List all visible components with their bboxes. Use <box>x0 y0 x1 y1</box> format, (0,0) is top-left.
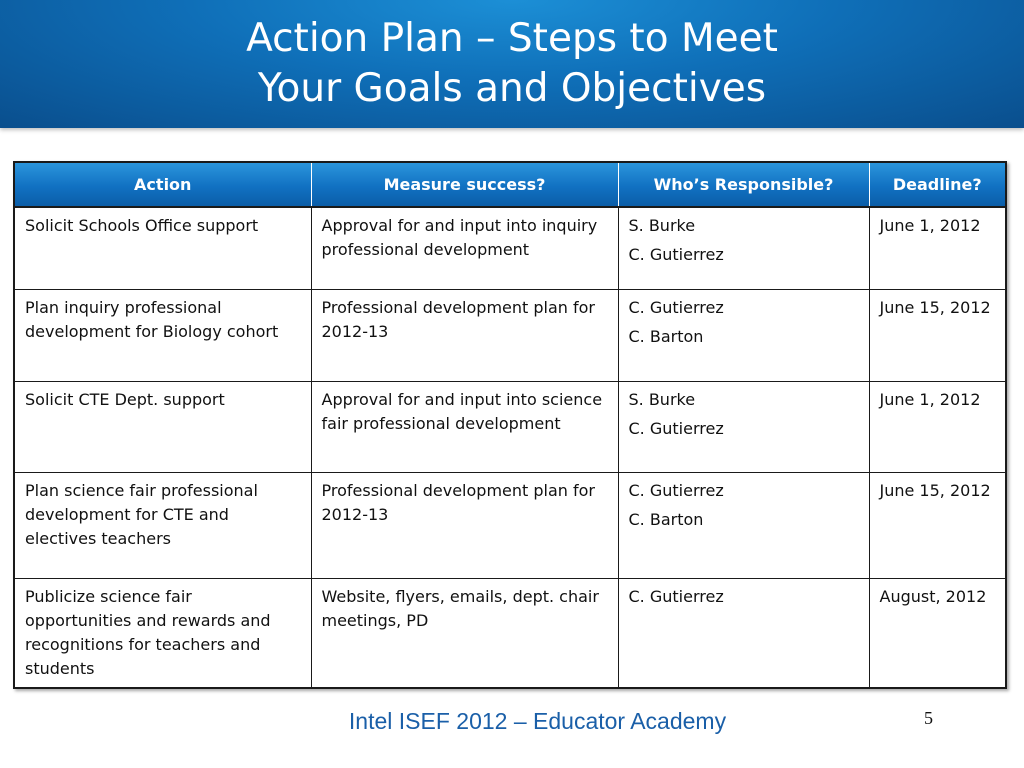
responsible-person: C. Gutierrez <box>628 418 724 438</box>
slide-title <box>0 14 1024 114</box>
responsible-person: S. Burke <box>628 389 696 409</box>
footer-text: Intel ISEF 2012 – Educator Academy <box>348 708 727 734</box>
cell-measure: Approval for and input into inquiry professional development <box>311 207 618 289</box>
cell-measure: Approval for and input into science fair professional development <box>311 381 618 472</box>
responsible-person: C. Gutierrez <box>628 480 724 500</box>
table-row <box>15 381 1005 472</box>
cell-action: Solicit CTE Dept. support <box>15 381 311 472</box>
slide-title-line2: Your Goals and Objectives <box>257 66 767 111</box>
cell-action: Publicize science fair opportunities and rewards and recognitions for teachers and students <box>15 578 311 687</box>
table-row <box>15 472 1005 578</box>
table-row <box>15 289 1005 381</box>
responsible-person: C. Gutierrez <box>628 297 724 317</box>
header-responsible: Who’s Responsible? <box>618 163 869 207</box>
cell-action: Plan inquiry professional development for Biology cohort <box>15 289 311 381</box>
page-number: 5 <box>924 708 933 728</box>
table-row <box>15 207 1005 289</box>
slide-title-line1: Action Plan – Steps to Meet <box>246 16 778 61</box>
cell-responsible <box>618 578 869 687</box>
action-plan-table <box>13 161 1007 689</box>
cell-responsible <box>618 289 869 381</box>
cell-measure: Professional development plan for 2012-13 <box>311 289 618 381</box>
cell-measure: Professional development plan for 2012-13 <box>311 472 618 578</box>
cell-responsible <box>618 381 869 472</box>
cell-responsible <box>618 472 869 578</box>
header-action: Action <box>15 163 311 207</box>
header-measure-success: Measure success? <box>311 163 618 207</box>
cell-deadline: June 1, 2012 <box>869 207 1005 289</box>
responsible-person: C. Barton <box>628 326 704 346</box>
cell-action: Plan science fair professional development for CTE and electives teachers <box>15 472 311 578</box>
responsible-person: C. Barton <box>628 509 704 529</box>
table-row <box>15 578 1005 687</box>
cell-deadline: August, 2012 <box>879 586 987 606</box>
responsible-person: S. Burke <box>628 216 696 235</box>
cell-deadline: June 15, 2012 <box>869 472 1005 578</box>
cell-deadline: June 1, 2012 <box>869 381 1005 472</box>
cell-measure: Website, flyers, emails, dept. chair meetings, PD <box>311 578 618 687</box>
title-banner <box>0 0 1024 128</box>
responsible-person: C. Gutierrez <box>628 245 724 264</box>
cell-deadline: June 15, 2012 <box>869 289 1005 381</box>
responsible-person: C. Gutierrez <box>628 586 724 606</box>
header-deadline: Deadline? <box>869 163 1005 207</box>
table-header-row <box>15 163 1005 207</box>
cell-responsible <box>618 207 869 289</box>
cell-action: Solicit Schools Office support <box>15 207 311 289</box>
